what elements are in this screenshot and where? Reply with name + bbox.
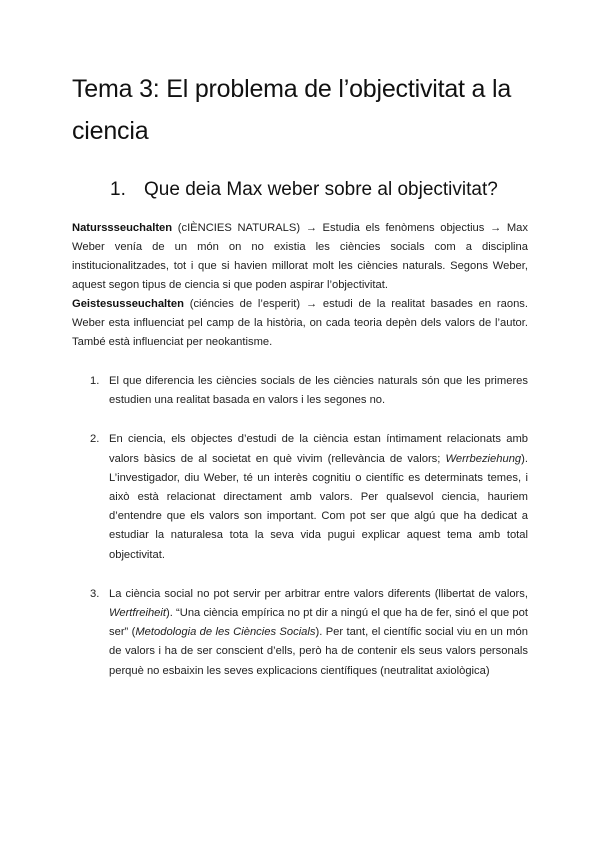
list-item-text: ). “Una ciència empírica no pt dir a ningú el que ha de fer, sinó el que pot ser” (: [109, 607, 528, 639]
intro-paragraph-natural: [72, 219, 528, 295]
list-item-number: 1.: [90, 375, 100, 387]
page-title: Tema 3: El problema de l’objectivitat a la ciencia: [72, 75, 512, 145]
list-item-text: El que diferencia les ciències socials de les ciències naturals són que les primeres estudien una realitat basada en valors i les segones no.: [109, 375, 528, 407]
term-natural-sciences: Naturssseuchalten: [72, 222, 173, 234]
list-item-number: 3.: [90, 587, 100, 600]
section-heading-text: Que deia Max weber sobre al objectivitat?: [144, 179, 498, 200]
list-item-text: ). Per tant, el científic social viu en un món de valors i ha de ser conscient d’ells, però ha de contenir els seus valors personals perquè no esbaixin les seves explicacions científiques (neutralitat axiològica): [109, 626, 528, 677]
list-item-text: ). L’investigador, diu Weber, té un interès cognitiu o científic es determinats temes, i això està relacionat directament amb valors. Per qualsevol ciencia, hauriem d’entendre que els valors son important. Com pot ser que algú que ha dedicat a estudiar la naturalesa tota la seva vida pugui explicar aquest tema amb total objectivitat.: [109, 452, 528, 561]
section-number: 1.: [110, 179, 126, 200]
list-item-text: En ciencia, els objectes d’estudi de la ciència estan íntimament relacionats amb valors bàsics de al societat en què vivim (rellevància de valors;: [109, 433, 528, 465]
list-item-text: La ciència social no pot servir per arbitrar entre valors diferents (llibertat de valors,: [109, 587, 528, 600]
numbered-list: [90, 372, 528, 701]
list-item-emphasis: Werrbeziehung: [445, 452, 522, 465]
list-item: [90, 430, 528, 564]
intro-paragraph-spirit: [72, 295, 528, 352]
intro-paragraph-natural-text: (cIÈNCIES NATURALS) → Estudia els fenòmens objectius → Max Weber venía de un món on no existia les ciències socials com a disciplina institucionalitzades, tot i que si havien millorat molt les ciències naturals. Segons Weber, aquest segon tipus de ciencia si que poden aspirar l’objectivitat.: [72, 222, 528, 291]
list-item-number: 2.: [90, 433, 100, 446]
intro-block: [72, 219, 528, 352]
list-item: [90, 585, 528, 681]
section-heading: [110, 176, 550, 204]
list-item-emphasis: Wertfreiheit: [109, 607, 166, 620]
list-item-emphasis: Metodologia de les Ciències Socials: [135, 626, 316, 639]
term-spirit-sciences: Geistesusseuchalten: [72, 298, 184, 310]
list-item: [90, 372, 528, 410]
intro-paragraph-spirit-text: (ciéncies de l’esperit) → estudi de la realitat basades en raons. Weber esta influenciat pel camp de la història, on cada teoria depèn dels valors de l’autor. També està influenciat per neokantisme.: [72, 298, 528, 348]
